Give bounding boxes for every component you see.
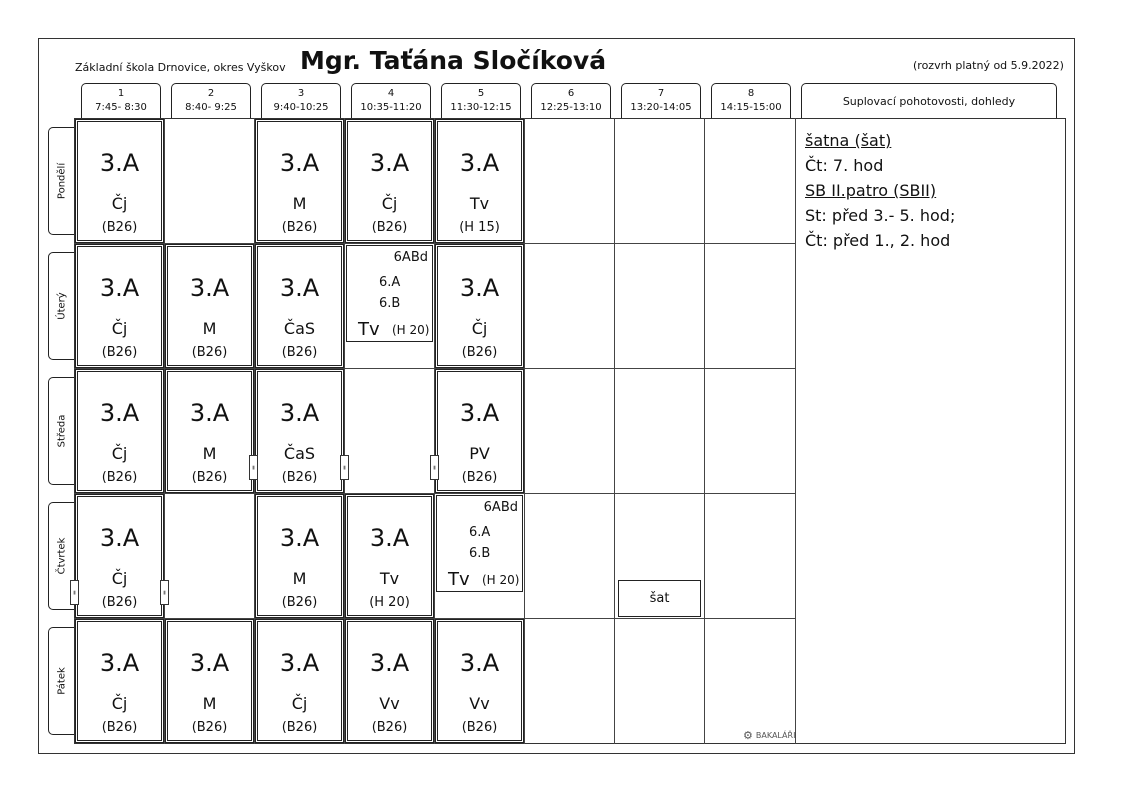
group-name: 6ABd (393, 250, 428, 265)
lesson-room: (H 15) (459, 220, 500, 235)
bakalari-logo (743, 729, 795, 742)
lesson-subject: M (202, 694, 217, 713)
lesson-cell[interactable] (345, 619, 434, 743)
period-time: 7:45- 8:30 (95, 102, 147, 113)
supl-entry: Čt: 7. hod (805, 156, 884, 175)
duty-marker: ▮ (340, 455, 349, 480)
lesson-room: (B26) (461, 345, 498, 360)
lesson-room: (H 20) (369, 595, 410, 610)
lesson-room: (B26) (281, 595, 318, 610)
lesson-room: (B26) (101, 345, 138, 360)
lesson-room: (B26) (461, 470, 498, 485)
group-lesson-cell[interactable] (346, 245, 433, 342)
supl-location: SB II.patro (SBII) (805, 181, 937, 200)
day-label: Čtvrtek (56, 537, 68, 575)
gear-icon: ⚙ (743, 729, 753, 742)
lesson-room: (B26) (371, 220, 408, 235)
lesson-subject: ČaS (283, 444, 316, 463)
grid-divider (74, 493, 795, 494)
lesson-cell[interactable] (435, 369, 524, 493)
day-tab-tuesday (48, 252, 75, 360)
lesson-room: (B26) (371, 720, 408, 735)
grid-divider (524, 118, 525, 744)
lesson-subject: Tv (379, 569, 400, 588)
period-header-3 (261, 83, 341, 119)
lesson-subject: Čj (111, 319, 128, 338)
duty-box-sat[interactable]: šat (618, 580, 701, 617)
supl-entry: St: před 3.- 5. hod; (805, 206, 956, 225)
lesson-cell[interactable] (435, 244, 524, 368)
grid-divider (614, 118, 615, 744)
period-header-8 (711, 83, 791, 119)
lesson-room: (H 20) (482, 573, 520, 587)
duty-marker: ▮ (70, 580, 79, 605)
lesson-cell[interactable] (345, 494, 434, 618)
grid-divider (704, 118, 705, 744)
lesson-subject: PV (469, 444, 490, 463)
lesson-class: 3.A (369, 524, 410, 552)
valid-from: (rozvrh platný od 5.9.2022) (913, 59, 1064, 72)
lesson-subject: M (202, 444, 217, 463)
period-time: 9:40-10:25 (273, 102, 329, 113)
duty-marker: ▮ (249, 455, 258, 480)
group-lesson-cell[interactable] (436, 495, 523, 592)
duty-marker: ▮ (430, 455, 439, 480)
school-name: Základní škola Drnovice, okres Vyškov (75, 61, 286, 74)
lesson-subject: M (202, 319, 217, 338)
period-header-7 (621, 83, 701, 119)
lesson-room: (B26) (101, 595, 138, 610)
day-tab-friday (48, 627, 75, 735)
lesson-subject: Čj (111, 194, 128, 213)
lesson-room: (B26) (461, 720, 498, 735)
period-time: 13:20-14:05 (630, 102, 692, 113)
lesson-subject: Čj (111, 694, 128, 713)
lesson-subject: Čj (111, 569, 128, 588)
lesson-class: 3.A (99, 274, 140, 302)
period-number: 1 (117, 88, 125, 99)
period-header-2 (171, 83, 251, 119)
lesson-class: 3.A (279, 399, 320, 427)
lesson-cell[interactable] (75, 619, 164, 743)
lesson-subject: Vv (469, 694, 490, 713)
lesson-subject: Čj (291, 694, 308, 713)
period-time: 11:30-12:15 (450, 102, 512, 113)
group-class: 6.B (469, 546, 491, 561)
lesson-room: (H 20) (392, 323, 430, 337)
lesson-cell[interactable] (75, 244, 164, 368)
logo-text: BAKALÁŘI (755, 731, 796, 740)
lesson-class: 3.A (279, 524, 320, 552)
lesson-subject: ČaS (283, 319, 316, 338)
period-header-1 (81, 83, 161, 119)
lesson-room: (B26) (101, 470, 138, 485)
group-class: 6.B (379, 296, 401, 311)
lesson-cell[interactable] (75, 119, 164, 243)
lesson-subject: Tv (448, 569, 470, 590)
group-class: 6.A (379, 275, 401, 290)
period-number: 6 (567, 88, 575, 99)
page-title: Mgr. Taťána Sločíková (300, 46, 607, 75)
supl-panel (805, 128, 955, 253)
lesson-subject: Čj (111, 444, 128, 463)
lesson-room: (B26) (281, 470, 318, 485)
lesson-cell[interactable] (165, 369, 254, 493)
period-number: 8 (747, 88, 755, 99)
lesson-subject: Vv (379, 694, 400, 713)
period-time: 8:40- 9:25 (185, 102, 237, 113)
grid-divider (795, 118, 796, 744)
lesson-subject: M (292, 194, 307, 213)
day-tab-monday (48, 127, 75, 235)
lesson-cell[interactable] (255, 619, 344, 743)
lesson-class: 3.A (369, 649, 410, 677)
period-number: 5 (477, 88, 485, 99)
period-number: 2 (207, 88, 215, 99)
lesson-room: (B26) (101, 720, 138, 735)
lesson-room: (B26) (281, 220, 318, 235)
lesson-room: (B26) (101, 220, 138, 235)
lesson-class: 3.A (189, 649, 230, 677)
period-number: 3 (297, 88, 305, 99)
lesson-cell[interactable] (345, 119, 434, 243)
lesson-class: 3.A (189, 399, 230, 427)
period-header-6 (531, 83, 611, 119)
lesson-subject: Čj (471, 319, 488, 338)
period-time: 14:15-15:00 (720, 102, 782, 113)
supl-entry: Čt: před 1., 2. hod (805, 231, 951, 250)
lesson-class: 3.A (99, 524, 140, 552)
day-tab-wednesday (48, 377, 75, 485)
lesson-class: 3.A (459, 649, 500, 677)
lesson-cell[interactable] (255, 244, 344, 368)
lesson-room: (B26) (281, 345, 318, 360)
day-label: Středa (56, 414, 68, 448)
lesson-cell[interactable] (75, 494, 164, 618)
lesson-cell[interactable] (255, 494, 344, 618)
lesson-class: 3.A (459, 399, 500, 427)
lesson-class: 3.A (279, 274, 320, 302)
day-label: Pondělí (56, 162, 68, 200)
period-number: 4 (387, 88, 395, 99)
supl-location: šatna (šat) (805, 131, 892, 150)
period-time: 12:25-13:10 (540, 102, 602, 113)
lesson-subject: Čj (381, 194, 398, 213)
period-number: 7 (657, 88, 665, 99)
lesson-cell[interactable] (255, 119, 344, 243)
lesson-room: (B26) (191, 720, 228, 735)
lesson-subject: Tv (469, 194, 490, 213)
lesson-cell[interactable] (435, 619, 524, 743)
lesson-subject: Tv (358, 319, 380, 340)
lesson-cell[interactable] (255, 369, 344, 493)
lesson-class: 3.A (189, 274, 230, 302)
lesson-room: (B26) (281, 720, 318, 735)
lesson-class: 3.A (459, 274, 500, 302)
period-time: 10:35-11:20 (360, 102, 422, 113)
period-header-5 (441, 83, 521, 119)
day-label: Pátek (56, 667, 68, 695)
lesson-class: 3.A (459, 149, 500, 177)
duty-marker: ▮ (160, 580, 169, 605)
lesson-class: 3.A (279, 149, 320, 177)
day-label: Úterý (56, 292, 68, 320)
group-name: 6ABd (483, 500, 518, 515)
lesson-class: 3.A (99, 149, 140, 177)
lesson-room: (B26) (191, 470, 228, 485)
period-header-4 (351, 83, 431, 119)
lesson-cell[interactable] (435, 119, 524, 243)
group-class: 6.A (469, 525, 491, 540)
lesson-class: 3.A (369, 149, 410, 177)
lesson-cell[interactable] (165, 244, 254, 368)
lesson-cell[interactable] (165, 619, 254, 743)
lesson-cell[interactable] (75, 369, 164, 493)
lesson-class: 3.A (99, 399, 140, 427)
supl-header: Suplovací pohotovosti, dohledy (801, 83, 1057, 119)
lesson-room: (B26) (191, 345, 228, 360)
lesson-subject: M (292, 569, 307, 588)
lesson-class: 3.A (99, 649, 140, 677)
lesson-class: 3.A (279, 649, 320, 677)
